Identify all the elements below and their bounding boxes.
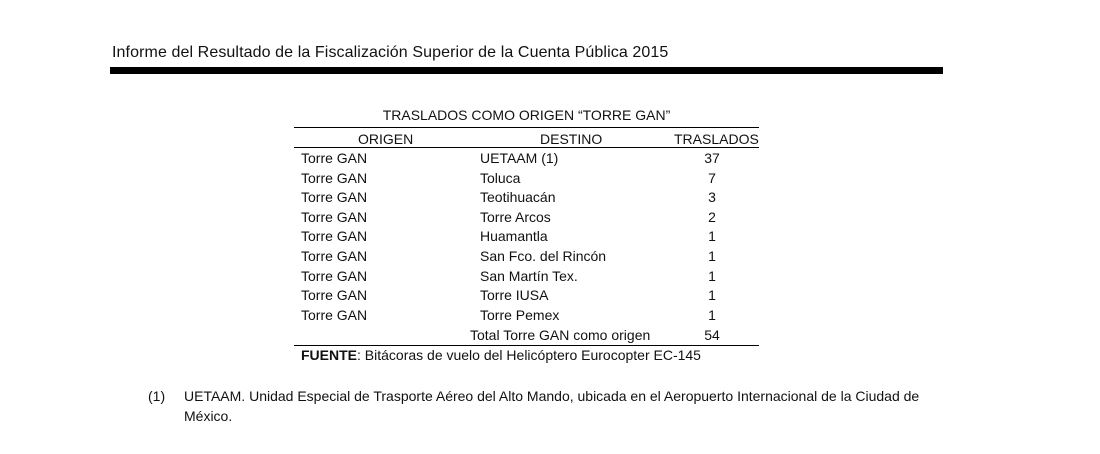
page-header-title: Informe del Resultado de la Fiscalización Superior de la Cuenta Pública 2015 <box>112 44 669 61</box>
total-value: 54 <box>704 327 720 343</box>
table-row <box>294 209 759 228</box>
table-row <box>294 170 759 189</box>
header-bottom-rule <box>294 147 759 148</box>
table-row <box>294 150 759 169</box>
cell-origen: Torre GAN <box>301 287 368 304</box>
table-title: TRASLADOS COMO ORIGEN “TORRE GAN” <box>382 107 671 123</box>
cell-traslados: 1 <box>708 306 716 323</box>
table-row <box>294 189 759 208</box>
cell-destino: San Martín Tex. <box>480 267 578 284</box>
column-header-traslados: TRASLADOS <box>674 131 759 147</box>
cell-destino: Toluca <box>480 169 521 186</box>
cell-origen: Torre GAN <box>301 169 368 186</box>
column-header-origen: ORIGEN <box>358 131 414 147</box>
table-row <box>294 307 759 326</box>
cell-destino: Torre IUSA <box>480 287 549 304</box>
cell-destino: Torre Arcos <box>480 208 551 225</box>
table-row <box>294 287 759 306</box>
cell-origen: Torre GAN <box>301 267 368 284</box>
cell-destino: Huamantla <box>480 228 548 245</box>
cell-origen: Torre GAN <box>301 208 368 225</box>
cell-origen: Torre GAN <box>301 189 368 206</box>
column-header-destino: DESTINO <box>540 131 603 147</box>
footnote-text: UETAAM. Unidad Especial de Trasporte Aéreo del Alto Mando, ubicada en el Aeropuerto Internacional de la Ciudad de México. <box>184 388 920 424</box>
cell-traslados: 3 <box>708 189 716 206</box>
cell-origen: Torre GAN <box>301 228 368 245</box>
cell-traslados: 2 <box>708 208 716 225</box>
cell-destino: San Fco. del Rincón <box>480 248 607 264</box>
cell-traslados: 1 <box>708 248 716 264</box>
table-row <box>294 268 759 287</box>
table-row <box>294 248 759 267</box>
cell-destino: UETAAM (1) <box>480 150 559 166</box>
cell-origen: Torre GAN <box>301 306 368 323</box>
cell-traslados: 1 <box>708 228 716 245</box>
cell-traslados: 1 <box>708 287 716 304</box>
table-row <box>294 228 759 247</box>
source-label: FUENTE <box>301 347 357 363</box>
cell-destino: Torre Pemex <box>480 306 560 323</box>
header-rule <box>110 67 943 74</box>
footnote-number: (1) <box>148 388 166 404</box>
cell-traslados: 1 <box>708 267 716 284</box>
table-bottom-rule <box>294 345 759 346</box>
total-label: Total Torre GAN como origen <box>470 327 651 343</box>
source-text: : Bitácoras de vuelo del Helicóptero Eurocopter EC-145 <box>357 347 701 363</box>
cell-traslados: 37 <box>704 150 720 166</box>
cell-destino: Teotihuacán <box>480 189 556 206</box>
table-source <box>301 347 701 363</box>
table-top-rule <box>294 127 759 128</box>
cell-traslados: 7 <box>708 169 716 186</box>
cell-origen: Torre GAN <box>301 150 368 166</box>
cell-origen: Torre GAN <box>301 248 368 264</box>
